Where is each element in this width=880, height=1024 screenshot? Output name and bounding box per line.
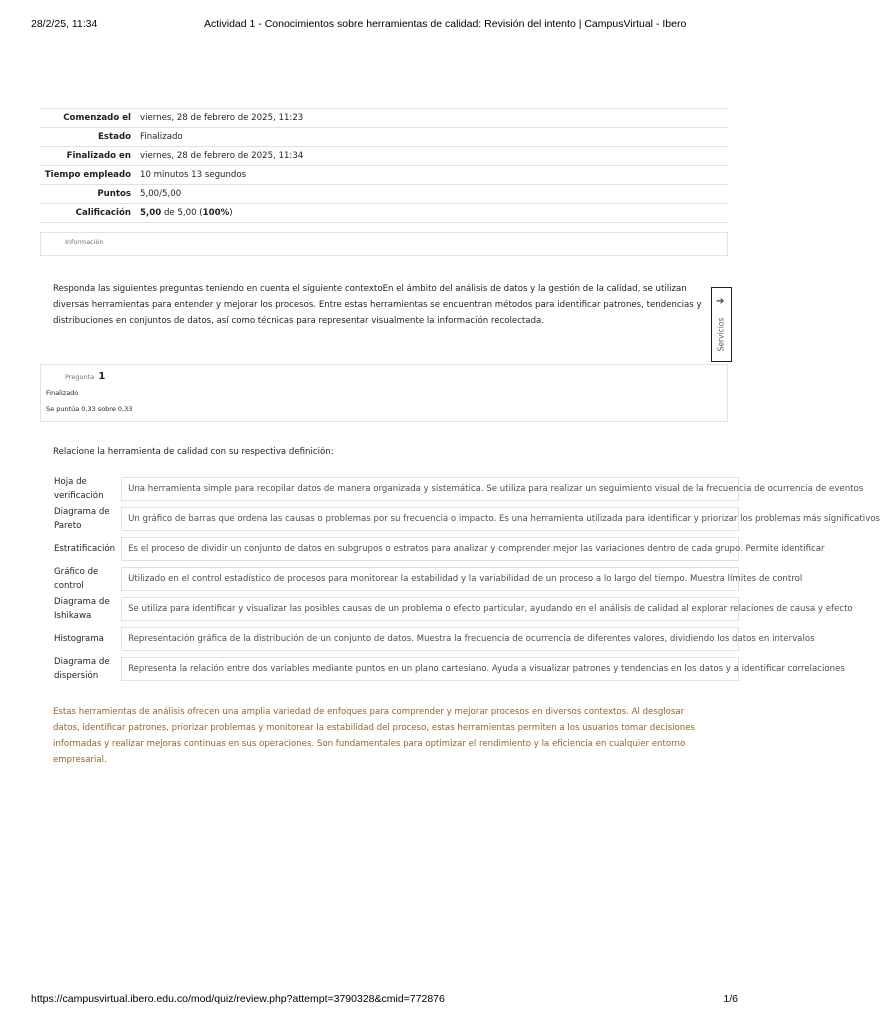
match-term: Histograma <box>54 634 104 644</box>
attempt-summary-table <box>40 108 728 223</box>
match-term: Gráfico de control <box>54 567 99 591</box>
information-box <box>40 232 728 256</box>
print-page-title: Actividad 1 - Conocimientos sobre herramientas de calidad: Revisión del intento | CampusVirtual - Ibero <box>204 18 687 30</box>
match-row <box>50 624 739 654</box>
summary-row-time-taken <box>40 166 728 185</box>
match-row <box>50 474 739 504</box>
match-select[interactable]: Un gráfico de barras que ordena las causas o problemas por su frecuencia o impacto. Es una herramienta utilizada para identificar y priorizar los problemas más significativos <box>121 507 739 531</box>
summary-label: Comenzado el <box>63 113 131 123</box>
match-select[interactable]: Representa la relación entre dos variables mediante puntos en un plano cartesiano. Ayuda a visualizar patrones y tendencias en los datos y a identificar correlaciones <box>121 657 739 681</box>
match-row <box>50 504 739 534</box>
match-term: Hoja de verificación <box>54 477 104 501</box>
print-url: https://campusvirtual.ibero.edu.co/mod/quiz/review.php?attempt=3790328&cmid=772876 <box>31 993 445 1005</box>
summary-row-grade <box>40 204 728 223</box>
summary-value: Finalizado <box>140 132 183 142</box>
match-term: Estratificación <box>54 544 116 554</box>
print-page-count: 1/6 <box>723 993 738 1005</box>
grade-percent: 100% <box>202 208 230 218</box>
arrow-right-icon: ➔ <box>716 296 725 307</box>
match-select[interactable]: Una herramienta simple para recopilar datos de manera organizada y sistemática. Se utiliza para realizar un seguimiento visual de la frecuencia de ocurrencia de eventos <box>121 477 739 501</box>
summary-label: Calificación <box>75 208 131 218</box>
question-state: Finalizado <box>46 389 79 397</box>
question-prefix: Pregunta <box>65 373 95 381</box>
match-term: Diagrama de Ishikawa <box>54 597 110 621</box>
services-label: Servicios <box>716 317 726 352</box>
summary-label: Estado <box>98 132 131 142</box>
summary-value: 10 minutos 13 segundos <box>140 170 247 180</box>
match-select[interactable]: Representación gráfica de la distribución de un conjunto de datos. Muestra la frecuencia de ocurrencia de diferentes valores, dividiendo los datos en intervalos <box>121 627 739 651</box>
matching-table <box>50 474 880 684</box>
question-number-value: 1 <box>98 371 106 382</box>
summary-value: viernes, 28 de febrero de 2025, 11:23 <box>140 113 304 123</box>
print-date: 28/2/25, 11:34 <box>31 18 98 30</box>
summary-row-state <box>40 128 728 147</box>
question-number <box>65 371 105 382</box>
grade-mid: de 5,00 ( <box>161 208 203 218</box>
match-row <box>50 654 739 684</box>
grade-score: 5,00 <box>140 208 162 218</box>
grade-value <box>135 204 728 223</box>
print-footer <box>0 993 768 1009</box>
general-feedback: Estas herramientas de análisis ofrecen una amplia variedad de enfoques para comprender y mejorar procesos en diversos contextos. Al desglosar datos, identificar patrones, priorizar problemas y monitorear la estabilidad del proceso, estas herramientas permiten a los usuarios tomar decisiones informadas y realizar mejoras continuas en sus operaciones. Son fundamentales para optimizar el rendimiento y la eficiencia en cualquier entorno empresarial. <box>53 707 695 765</box>
question-info-box <box>40 364 728 422</box>
match-term: Diagrama de Pareto <box>54 507 110 531</box>
grade-close: ) <box>229 208 233 218</box>
summary-row-finished <box>40 147 728 166</box>
match-select[interactable]: Se utiliza para identificar y visualizar las posibles causas de un problema o efecto particular, ayudando en el análisis de calidad al explorar relaciones de causa y efecto <box>121 597 739 621</box>
summary-value: 5,00/5,00 <box>140 189 182 199</box>
match-row <box>50 564 739 594</box>
summary-row-started <box>40 109 728 128</box>
services-tab[interactable] <box>711 287 732 362</box>
summary-row-points <box>40 185 728 204</box>
summary-label: Tiempo empleado <box>44 170 131 180</box>
context-text: Responda las siguientes preguntas teniendo en cuenta el siguiente contextoEn el ámbito del análisis de datos y la gestión de la calidad, se utilizan diversas herramientas para entender y mejorar los procesos. Entre estas herramientas se encuentran métodos para identificar patrones, tendencias y distribuciones en conjuntos de datos, así como técnicas para representar visualmente la información recolectada. <box>53 284 702 326</box>
match-row <box>50 534 739 564</box>
question-grade: Se puntúa 0,33 sobre 0,33 <box>46 405 133 413</box>
summary-label: Finalizado en <box>66 151 131 161</box>
match-select[interactable]: Utilizado en el control estadístico de procesos para monitorear la estabilidad y la variabilidad de un proceso a lo largo del tiempo. Muestra límites de control <box>121 567 739 591</box>
information-label: Información <box>65 238 104 246</box>
summary-value: viernes, 28 de febrero de 2025, 11:34 <box>140 151 304 161</box>
summary-label: Puntos <box>97 189 131 199</box>
print-header <box>0 18 768 34</box>
match-term: Diagrama de dispersión <box>54 657 110 681</box>
match-row <box>50 594 739 624</box>
question-prompt: Relacione la herramienta de calidad con su respectiva definición: <box>53 447 334 457</box>
match-select[interactable]: Es el proceso de dividir un conjunto de datos en subgrupos o estratos para analizar y comprender mejor las variaciones dentro de cada grupo. Permite identificar <box>121 537 739 561</box>
